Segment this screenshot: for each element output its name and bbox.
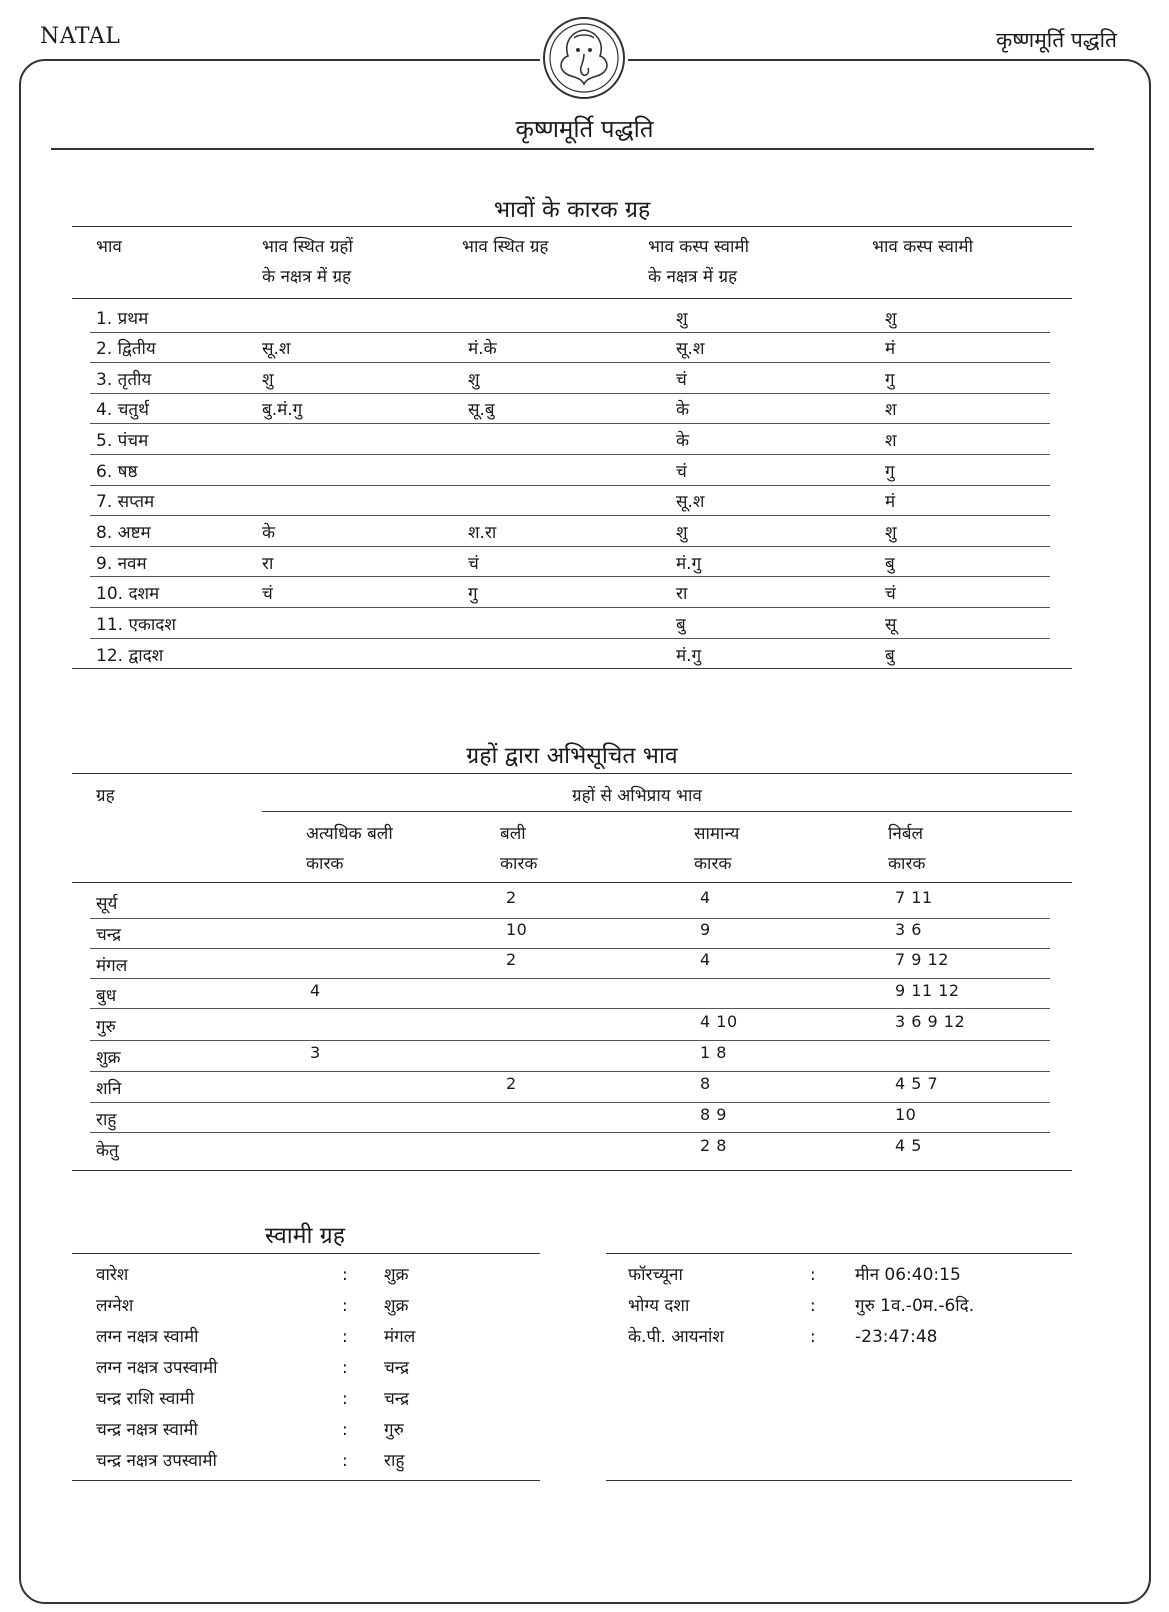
bhav-cell: मं.के (468, 339, 497, 359)
grah-cell: 2 8 (700, 1136, 727, 1155)
grah-cell: शुक्र (96, 1048, 121, 1068)
grah-bhav-bottom-rule (72, 1170, 1072, 1171)
col-header-sthit-nakshatra-l2: के नक्षत्र में ग्रह (262, 267, 352, 287)
swami-colon: : (810, 1296, 816, 1316)
grah-bhav-header-rule (72, 882, 1072, 883)
swami-colon: : (342, 1358, 348, 1378)
swami-colon: : (342, 1389, 348, 1409)
col-header-bali-l1: बली (500, 824, 526, 844)
swami-label: लग्न नक्षत्र उपस्वामी (96, 1358, 218, 1378)
grah-cell: चन्द्र (96, 925, 122, 945)
grah-cell: 7 9 12 (895, 950, 949, 969)
bhav-cell: 4. चतुर्थ (96, 400, 149, 420)
title-rule (51, 148, 1094, 150)
bhav-cell: बु (676, 615, 686, 635)
bhav-karak-bottom-rule (72, 668, 1072, 669)
grah-bhav-title: ग्रहों द्वारा अभिसूचित भाव (466, 743, 678, 769)
swami-label: के.पी. आयनांश (628, 1327, 724, 1347)
grah-cell: 8 9 (700, 1105, 727, 1124)
bhav-cell: 3. तृतीय (96, 370, 152, 390)
grah-cell: 2 (506, 888, 517, 907)
bhav-cell: चं (676, 462, 687, 482)
bhav-cell: सू (885, 615, 897, 635)
grah-cell: 4 (310, 981, 321, 1000)
bhav-cell: बु (885, 646, 895, 666)
swami-value: -23:47:48 (855, 1327, 938, 1347)
grah-cell: 3 6 9 12 (895, 1012, 966, 1031)
grah-cell: मंगल (96, 956, 128, 976)
swami-label: वारेश (96, 1265, 129, 1285)
ganesha-logo-icon (540, 14, 628, 102)
header-left-label: NATAL (40, 24, 121, 49)
grah-cell: 3 6 (895, 920, 922, 939)
swami-left-bottom-rule (72, 1480, 540, 1481)
grah-cell: 4 5 (895, 1136, 922, 1155)
grah-bhav-top-rule (72, 773, 1072, 774)
grah-cell: 9 (700, 920, 711, 939)
bhav-cell: 12. द्वादश (96, 646, 164, 666)
swami-label: लग्न नक्षत्र स्वामी (96, 1327, 199, 1347)
grah-cell: 4 10 (700, 1012, 738, 1031)
bhav-cell: गु (885, 462, 895, 482)
swami-value: शुक्र (384, 1265, 409, 1285)
swami-colon: : (342, 1327, 348, 1347)
bhav-cell: सू.श (676, 492, 705, 512)
bhav-cell: शु (676, 309, 688, 329)
grah-cell: 4 5 7 (895, 1074, 939, 1093)
bhav-cell: 6. षष्ठ (96, 462, 138, 482)
swami-colon: : (810, 1327, 816, 1347)
swami-colon: : (342, 1265, 348, 1285)
bhav-cell: बु.मं.गु (262, 400, 303, 420)
bhav-cell: गु (885, 370, 895, 390)
swami-right-top-rule (606, 1253, 1072, 1254)
bhav-karak-title: भावों के कारक ग्रह (493, 197, 651, 223)
swami-value: मीन 06:40:15 (855, 1265, 961, 1285)
grah-cell: 10 (895, 1105, 917, 1124)
grah-cell: सूर्य (96, 894, 118, 914)
col-header-cusp-swami: भाव कस्प स्वामी (872, 237, 973, 257)
bhav-karak-top-rule (72, 226, 1072, 227)
grah-cell: 10 (506, 920, 528, 939)
swami-label: भोग्य दशा (628, 1296, 690, 1316)
col-header-cusp-nakshatra-l2: के नक्षत्र में ग्रह (648, 267, 738, 287)
bhav-cell: चं (676, 370, 687, 390)
col-header-sthit-grah: भाव स्थित ग्रह (462, 237, 549, 257)
swami-value: चन्द्र (384, 1358, 410, 1378)
col-group-header: ग्रहों से अभिप्राय भाव (572, 786, 702, 806)
bhav-cell: शु (468, 370, 480, 390)
bhav-cell: शु (885, 309, 897, 329)
page-title: कृष्णमूर्ति पद्धति (515, 115, 654, 143)
grah-cell: 9 11 12 (895, 981, 960, 1000)
grah-cell: 2 (506, 950, 517, 969)
swami-value: गुरु 1व.-0म.-6दि. (855, 1296, 975, 1316)
bhav-cell: 8. अष्टम (96, 523, 151, 543)
swami-colon: : (342, 1420, 348, 1440)
bhav-cell: मं (885, 339, 896, 359)
bhav-cell: सू.बु (468, 400, 495, 420)
col-header-samanya-l1: सामान्य (694, 824, 740, 844)
bhav-cell: गु (468, 584, 478, 604)
group-header-rule (262, 811, 1072, 812)
bhav-cell: के (676, 431, 690, 451)
swami-label: चन्द्र राशि स्वामी (96, 1389, 195, 1409)
swami-value: गुरु (384, 1420, 404, 1440)
grah-cell: 3 (310, 1043, 321, 1062)
bhav-cell: सू.श (262, 339, 291, 359)
bhav-cell: शु (676, 523, 688, 543)
header-right-label: कृष्णमूर्ति पद्धति (996, 28, 1117, 52)
bhav-cell: चं (468, 554, 479, 574)
bhav-cell: रा (262, 554, 274, 574)
col-header-atyadhik-l2: कारक (306, 854, 344, 874)
swami-right-bottom-rule (606, 1480, 1072, 1481)
grah-cell: 1 8 (700, 1043, 727, 1062)
bhav-cell: श (885, 431, 897, 451)
swami-label: चन्द्र नक्षत्र उपस्वामी (96, 1451, 217, 1471)
bhav-cell: मं.गु (676, 646, 702, 666)
bhav-cell: बु (885, 554, 895, 574)
swami-colon: : (342, 1296, 348, 1316)
col-header-bhav: भाव (96, 237, 122, 257)
bhav-cell: रा (676, 584, 688, 604)
col-header-grah: ग्रह (96, 786, 115, 806)
bhav-cell: शु (262, 370, 274, 390)
bhav-cell: शु (885, 523, 897, 543)
grah-cell: केतु (96, 1141, 119, 1161)
bhav-cell: श (885, 400, 897, 420)
bhav-cell: मं.गु (676, 554, 702, 574)
swami-value: मंगल (384, 1327, 416, 1347)
col-header-nirbal-l1: निर्बल (888, 824, 924, 844)
grah-cell: 7 11 (895, 888, 933, 907)
bhav-cell: चं (262, 584, 273, 604)
grah-cell: राहु (96, 1110, 117, 1130)
swami-value: राहु (384, 1451, 405, 1471)
swami-label: चन्द्र नक्षत्र स्वामी (96, 1420, 198, 1440)
grah-cell: 8 (700, 1074, 711, 1093)
grah-cell: बुध (96, 986, 117, 1006)
col-header-samanya-l2: कारक (694, 854, 732, 874)
bhav-cell: चं (885, 584, 896, 604)
grah-cell: गुरु (96, 1017, 116, 1037)
swami-colon: : (810, 1265, 816, 1285)
grah-cell: शनि (96, 1079, 122, 1099)
bhav-cell: 7. सप्तम (96, 492, 155, 512)
bhav-cell: 1. प्रथम (96, 309, 149, 329)
col-header-cusp-nakshatra-l1: भाव कस्प स्वामी (648, 237, 749, 257)
grah-cell: 2 (506, 1074, 517, 1093)
bhav-cell: 11. एकादश (96, 615, 176, 635)
col-header-atyadhik-l1: अत्यधिक बली (306, 824, 393, 844)
bhav-cell: 5. पंचम (96, 431, 149, 451)
bhav-cell: के (262, 523, 276, 543)
swami-value: चन्द्र (384, 1389, 410, 1409)
bhav-cell: मं (885, 492, 896, 512)
bhav-cell: 9. नवम (96, 554, 147, 574)
bhav-cell: 2. द्वितीय (96, 339, 156, 359)
grah-cell: 4 (700, 888, 711, 907)
swami-value: शुक्र (384, 1296, 409, 1316)
bhav-cell: के (676, 400, 690, 420)
swami-label: फॉरच्यूना (628, 1265, 683, 1285)
swami-left-top-rule (72, 1253, 540, 1254)
swami-colon: : (342, 1451, 348, 1471)
bhav-cell: श.रा (468, 523, 497, 543)
bhav-cell: सू.श (676, 339, 705, 359)
col-header-bali-l2: कारक (500, 854, 538, 874)
swami-title: स्वामी ग्रह (265, 1223, 345, 1249)
bhav-cell: 10. दशम (96, 584, 160, 604)
grah-cell: 4 (700, 950, 711, 969)
col-header-nirbal-l2: कारक (888, 854, 926, 874)
swami-label: लग्नेश (96, 1296, 134, 1316)
col-header-sthit-nakshatra-l1: भाव स्थित ग्रहों (262, 237, 353, 257)
bhav-karak-header-rule (72, 298, 1072, 299)
